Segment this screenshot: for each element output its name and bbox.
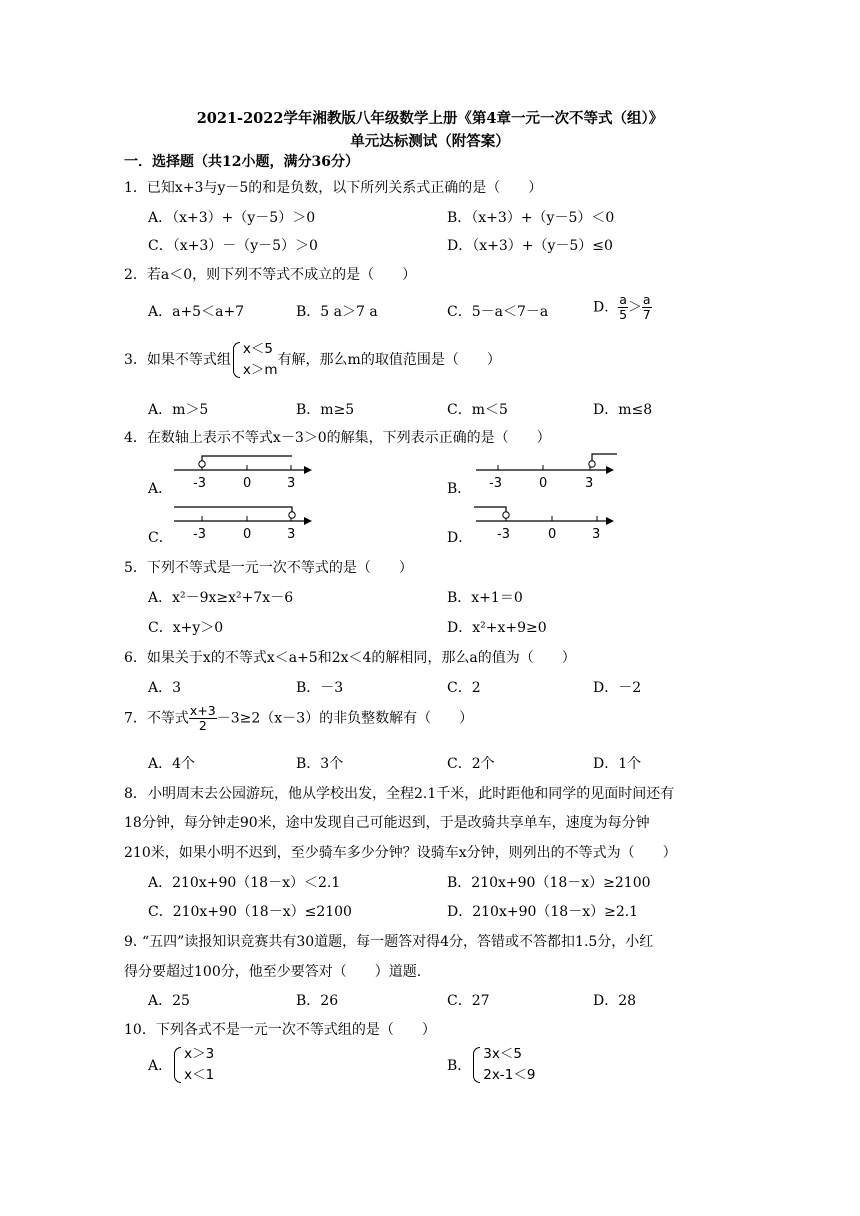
q4-numberline-d xyxy=(472,503,622,543)
q8-number: 8． xyxy=(124,786,147,802)
q4-option-c-label: C． xyxy=(148,530,173,546)
q8-line3: 210米，如果小明不迟到，至少骑车多少分钟？设骑车x分钟，则列出的不等式为（ ） xyxy=(124,845,677,861)
tick-label: 0 xyxy=(243,527,252,542)
q4 xyxy=(124,427,551,447)
q7-option-a: A．4个 xyxy=(148,756,196,772)
tick-label: 3 xyxy=(287,476,296,491)
q10-option-b-system xyxy=(471,1044,535,1086)
q6-text: 如果关于x的不等式x＜a+5和2x＜4的解相同，那么a的值为（ ） xyxy=(146,650,576,666)
tick-label: 0 xyxy=(243,476,252,491)
fraction-denominator: 2 xyxy=(198,718,207,733)
q10 xyxy=(124,1019,436,1039)
tick-label: -3 xyxy=(193,476,206,491)
q7-option-d: D．1个 xyxy=(593,756,642,772)
q9-line1: “五四”读报知识竞赛共有30道题，每一题答对得4分，答错或不答都扣1.5分，小红 xyxy=(142,934,654,950)
q6-option-c: C．2 xyxy=(447,680,481,696)
q2-option-a: A．a+5＜a+7 xyxy=(148,304,245,320)
q4-number: 4． xyxy=(124,430,147,446)
q1-number: 1． xyxy=(124,180,147,196)
q4-text: 在数轴上表示不等式x－3＞0的解集，下列表示正确的是（ ） xyxy=(146,430,551,446)
tick-label: 3 xyxy=(585,476,594,491)
q10-option-a-system xyxy=(172,1044,214,1086)
q4-option-a-label: A． xyxy=(148,481,173,497)
q6-option-b: B．－3 xyxy=(296,680,344,696)
q8-line2: 18分钟，每分钟走90米，途中发现自己可能迟到，于是改骑共享单车，速度为每分钟 xyxy=(124,815,650,831)
q2-fraction-a7 xyxy=(642,293,652,322)
q8-option-b: B．210x+90（18－x）≥2100 xyxy=(447,875,651,891)
tick-label: -3 xyxy=(193,527,206,542)
q3-option-d: D．m≤8 xyxy=(593,402,653,418)
q5 xyxy=(124,557,413,577)
q3-option-a: A．m＞5 xyxy=(148,402,209,418)
q6-option-d: D．－2 xyxy=(593,680,642,696)
q5-option-d: D．x²+x+9≥0 xyxy=(447,620,547,636)
q1-option-a: A．（x+3）+（y－5）＞0 xyxy=(148,210,316,226)
q2 xyxy=(124,264,416,284)
q1 xyxy=(124,177,542,197)
tick-label: 3 xyxy=(592,527,601,542)
fraction-numerator: a xyxy=(642,292,651,307)
tick-label: -3 xyxy=(497,527,510,542)
q9-option-c: C．27 xyxy=(447,993,490,1009)
q10-text: 下列各式不是一元一次不等式组的是（ ） xyxy=(155,1022,436,1038)
system-line: 3x＜5 xyxy=(483,1046,522,1062)
q5-number: 5． xyxy=(124,560,147,576)
q6-number: 6． xyxy=(124,650,147,666)
q6 xyxy=(124,647,576,667)
system-line: x＞3 xyxy=(184,1046,215,1062)
q2-option-d-label: D． xyxy=(593,299,619,316)
q3-inequality-system xyxy=(231,339,278,381)
q1-option-c: C．（x+3）－（y－5）＞0 xyxy=(148,238,318,254)
q3-post: 有解，那么m的取值范围是（ ） xyxy=(277,352,501,368)
title-line1: 2021-2022学年湘教版八年级数学上册《第4章一元一次不等式（组）》 xyxy=(196,110,664,127)
q2-option-b: B．5 a＞7 a xyxy=(296,304,378,320)
q3-pre: 如果不等式组 xyxy=(146,352,231,368)
tick-label: -3 xyxy=(489,476,502,491)
q1-text: 已知x+3与y－5的和是负数，以下所列关系式正确的是（ ） xyxy=(146,180,543,196)
q3-number: 3． xyxy=(124,352,147,368)
q3-sys-line1: x＜5 xyxy=(242,341,274,357)
q4-numberline-b xyxy=(472,452,622,492)
system-line: x＜1 xyxy=(184,1067,215,1083)
q2-fraction-a5 xyxy=(618,293,628,322)
q3-option-c: C．m＜5 xyxy=(447,402,508,418)
q4-option-d-label: D． xyxy=(447,530,473,546)
q8-option-d: D．210x+90（18－x）≥2.1 xyxy=(447,904,639,920)
q1-option-d: D．（x+3）+（y－5）≤0 xyxy=(447,238,613,254)
q10-option-b xyxy=(447,1044,535,1086)
q4-numberline-c xyxy=(170,503,320,543)
q2-number: 2． xyxy=(124,267,147,283)
q10-option-b-label: B． xyxy=(447,1058,472,1074)
q8-option-a: A．210x+90（18－x）＜2.1 xyxy=(148,875,341,891)
q7-fraction xyxy=(189,704,217,733)
fraction-numerator: x+3 xyxy=(189,703,216,718)
q7-option-b: B．3个 xyxy=(296,756,344,772)
q3-option-b: B．m≥5 xyxy=(296,402,355,418)
q3-sys-line2: x＞m xyxy=(242,362,278,378)
system-line: 2x-1＜9 xyxy=(483,1067,536,1083)
q5-option-c: C．x+y＞0 xyxy=(148,620,224,636)
fraction-numerator: a xyxy=(619,292,627,307)
q4-option-b-label: B． xyxy=(447,481,472,497)
fraction-denominator: 5 xyxy=(619,307,628,322)
q9-option-b: B．26 xyxy=(296,993,339,1009)
q1-option-b: B．（x+3）+（y－5）＜0 xyxy=(447,210,615,226)
tick-label: 0 xyxy=(539,476,548,491)
q10-option-a-label: A． xyxy=(148,1058,173,1074)
q7-post: －3≥2（x－3）的非负整数解有（ ） xyxy=(216,710,474,727)
q5-option-a: A．x²－9x≥x²+7x－6 xyxy=(148,590,294,606)
q2-text: 若a＜0，则下列不等式不成立的是（ ） xyxy=(146,267,417,283)
q9-line2: 得分要超过100分，他至少要答对（ ）道题. xyxy=(124,964,422,980)
fraction-denominator: 7 xyxy=(642,307,651,322)
q9-number: 9． xyxy=(124,934,147,950)
title-line2: 单元达标测试（附答案） xyxy=(350,133,510,150)
q7-number: 7． xyxy=(124,710,147,727)
q9-option-d: D．28 xyxy=(593,993,637,1009)
q7-option-c: C．2个 xyxy=(447,756,495,772)
q5-option-b: B．x+1＝0 xyxy=(447,590,523,606)
q6-option-a: A．3 xyxy=(148,680,182,696)
q10-number: 10． xyxy=(124,1022,156,1038)
q7 xyxy=(124,704,473,733)
q2-option-d xyxy=(593,293,652,322)
q8-line1: 小明周末去公园游玩，他从学校出发，全程2.1千米，此时距他和同学的见面时间还有 xyxy=(148,786,675,802)
q9-option-a: A．25 xyxy=(148,993,190,1009)
q10-option-a xyxy=(148,1044,214,1086)
q4-numberline-a xyxy=(170,452,320,492)
q3 xyxy=(124,339,501,381)
section-heading: 一．选择题（共12小题，满分36分） xyxy=(124,154,359,170)
q2-option-c: C．5－a＜7－a xyxy=(447,304,549,320)
q5-text: 下列不等式是一元一次不等式的是（ ） xyxy=(146,560,413,576)
q8-option-c: C．210x+90（18－x）≤2100 xyxy=(148,904,352,920)
q7-pre: 不等式 xyxy=(146,710,189,727)
tick-label: 3 xyxy=(287,527,296,542)
tick-label: 0 xyxy=(548,527,557,542)
q2-option-d-op: ＞ xyxy=(627,299,642,316)
